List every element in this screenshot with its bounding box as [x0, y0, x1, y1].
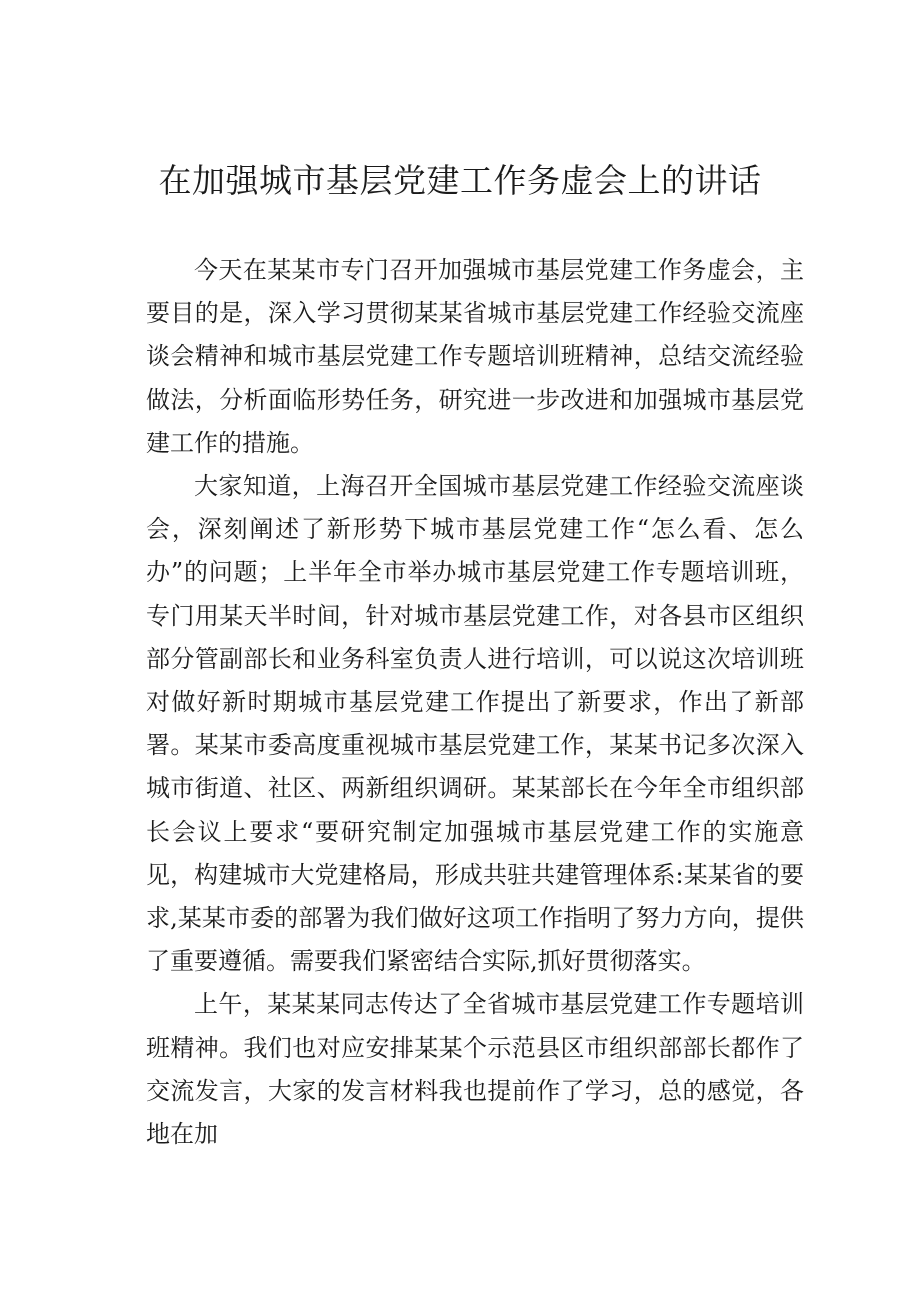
document-title: 在加强城市基层党建工作务虚会上的讲话	[158, 161, 762, 200]
paragraph-intro: 今天在某某市专门召开加强城市基层党建工作务虚会，主要目的是，深入学习贯彻某某省城市基层党建工作经验交流座谈会精神和城市基层党建工作专题培训班精神，总结交流经验做法，分析面临形势任务，研究进一步改进和加强城市基层党建工作的措施。	[146, 256, 804, 457]
document-body	[146, 249, 804, 1156]
paragraph-morning-session: 上午，某某某同志传达了全省城市基层党建工作专题培训班精神。我们也对应安排某某个示范县区市组织部部长都作了交流发言，大家的发言材料我也提前作了学习，总的感觉，各地在加	[146, 990, 804, 1149]
paragraph-background: 大家知道，上海召开全国城市基层党建工作经验交流座谈会，深刻阐述了新形势下城市基层党建工作“怎么看、怎么办”的问题；上半年全市举办城市基层党建工作专题培训班，专门用某天半时间，针对城市基层党建工作，对各县市区组织部分管副部长和业务科室负责人进行培训，可以说这次培训班对做好新时期城市基层党建工作提出了新要求，作出了新部署。某某市委高度重视城市基层党建工作，某某书记多次深入城市街道、社区、两新组织调研。某某部长在今年全市组织部长会议上要求“要研究制定加强城市基层党建工作的实施意见，构建城市大党建格局，形成共驻共建管理体系:某某省的要求,某某市委的部署为我们做好这项工作指明了努力方向，提供了重要遵循。需要我们紧密结合实际,抓好贯彻落实。	[146, 472, 804, 976]
